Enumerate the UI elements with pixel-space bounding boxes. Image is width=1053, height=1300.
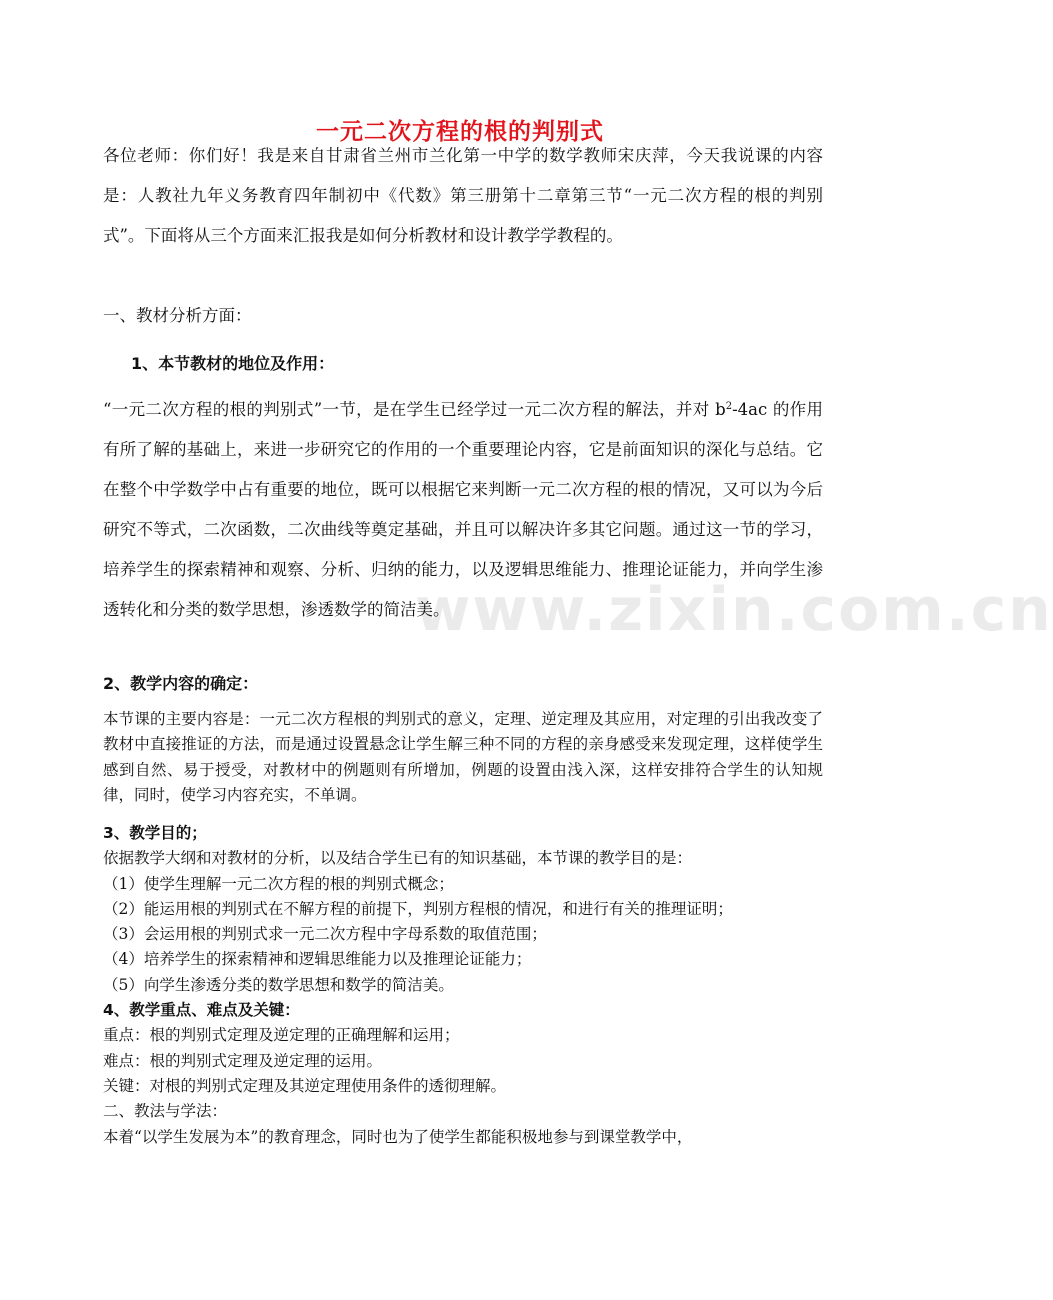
key-point-item-3: 关键：对根的判别式定理及其逆定理使用条件的透彻理解。 (103, 1076, 507, 1095)
subsection3-intro: 依据教学大纲和对教材的分析，以及结合学生已有的知识基础，本节课的教学目的是： (103, 849, 693, 868)
subsection2-paragraph (103, 707, 823, 808)
subsection1-text-after: -4ac 的作用有所了解的基础上，来进一步研究它的作用的一个重要理论内容，它是前面知识的深化与总结。它在整个中学数学中占有重要的地位，既可以根据它来判断一元二次方程的根的情况，又可以为今后研究不等式，二次函数，二次曲线等奠定基础，并且可以解决许多其它问题。通过这一节的学习，培养学生的探索精神和观察、分析、归纳的能力，以及逻辑思维能力、推理论证能力，并向学生渗透转化和分类的数学思想，渗透数学的简洁美。 (103, 400, 823, 619)
subsection3 (103, 821, 823, 1150)
intro-text: 各位老师：你们好！我是来自甘肃省兰州市兰化第一中学的数学教师宋庆萍，今天我说课的内容是：人教社九年义务教育四年制初中《代数》第三册第十二章第三节“一元二次方程的根的判别式”。下面将从三个方面来汇报我是如何分析教材和设计教学学教程的。 (103, 146, 823, 245)
key-point-item-1: 重点：根的判别式定理及逆定理的正确理解和运用； (103, 1026, 460, 1045)
subsection2-heading: 2、教学内容的确定： (103, 674, 259, 693)
section2-text: 本着“以学生发展为本”的教育理念，同时也为了使学生都能积极地参与到课堂教学中， (103, 1127, 693, 1146)
subsection4-heading: 4、教学重点、难点及关键： (103, 1001, 300, 1020)
document-title: 一元二次方程的根的判别式 (316, 118, 604, 145)
objective-item-1: （1）使学生理解一元二次方程的根的判别式概念； (103, 874, 454, 893)
subsection1-text-before: “一元二次方程的根的判别式”一节，是在学生已经学过一元二次方程的解法，并对 b (103, 400, 726, 419)
objective-item-4: （4）培养学生的探索精神和逻辑思维能力以及推理论证能力； (103, 950, 532, 969)
subsection1-heading: 1、本节教材的地位及作用： (131, 354, 335, 373)
key-point-item-2: 难点：根的判别式定理及逆定理的运用。 (103, 1051, 383, 1070)
intro-paragraph (103, 136, 823, 256)
objective-item-5: （5）向学生渗透分类的数学思想和数学的简洁美。 (103, 975, 454, 994)
superscript-two: 2 (725, 401, 733, 412)
section2-heading: 二、教法与学法： (103, 1102, 228, 1121)
watermark: www.zixin.com.cn (415, 575, 1053, 645)
section1-heading: 一、教材分析方面： (103, 306, 252, 325)
subsection1-paragraph (103, 390, 823, 630)
subsection2-text: 本节课的主要内容是：一元二次方程根的判别式的意义，定理、逆定理及其应用，对定理的引出我改变了教材中直接推证的方法，而是通过设置悬念让学生解三种不同的方程的亲身感受来发现定理，这样使学生感到自然、易于授受，对教材中的例题则有所增加，例题的设置由浅入深，这样安排符合学生的认知规律，同时，使学习内容充实，不单调。 (103, 710, 823, 804)
subsection3-heading: 3、教学目的； (103, 824, 207, 842)
objective-item-3: （3）会运用根的判别式求一元二次方程中字母系数的取值范围； (103, 925, 547, 944)
objective-item-2: （2）能运用根的判别式在不解方程的前提下，判别方程根的情况，和进行有关的推理证明； (103, 899, 733, 918)
